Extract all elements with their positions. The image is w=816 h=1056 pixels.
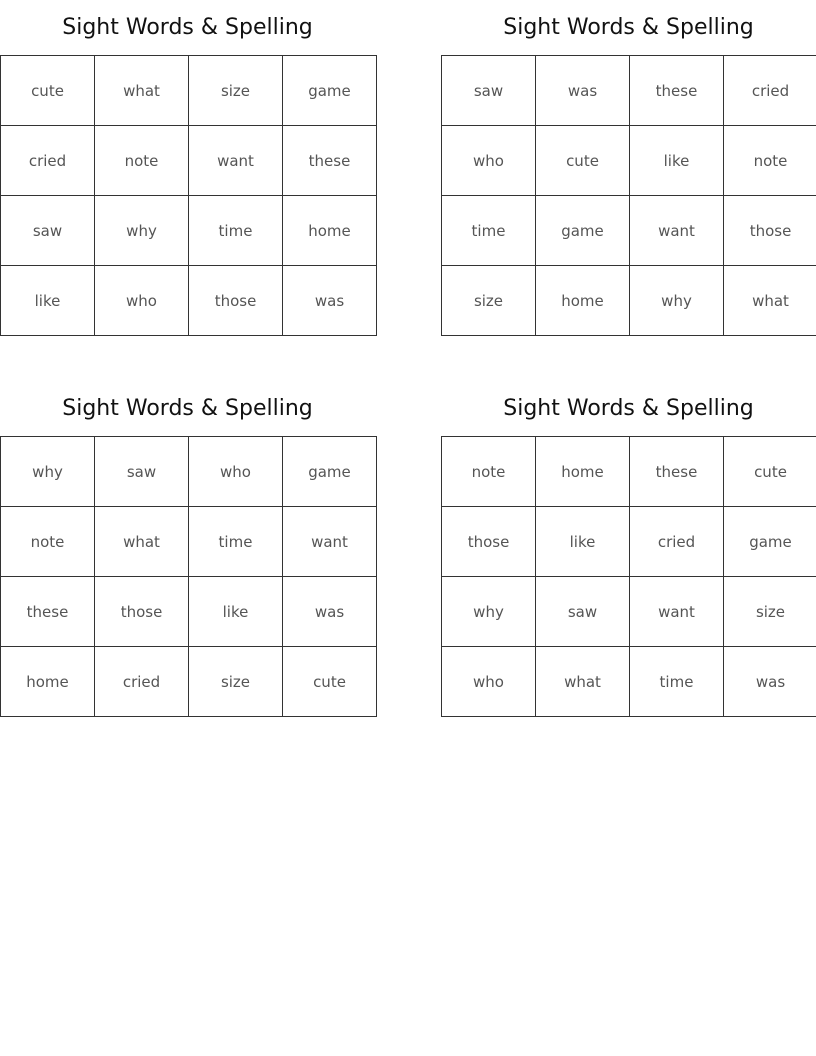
grid-cell: game xyxy=(283,437,377,507)
grid-row xyxy=(442,577,816,647)
grid-cell: want xyxy=(189,126,283,196)
grid-cell: was xyxy=(283,577,377,647)
grid-row xyxy=(1,577,377,647)
grid-cell: game xyxy=(536,196,630,266)
grid-cell: who xyxy=(95,266,189,336)
grid-cell: want xyxy=(630,577,724,647)
card-title: Sight Words & Spelling xyxy=(62,396,313,421)
grid-row xyxy=(1,647,377,717)
grid-cell: these xyxy=(630,56,724,126)
grid-cell: like xyxy=(189,577,283,647)
grid-cell: home xyxy=(536,437,630,507)
grid-cell: size xyxy=(189,647,283,717)
grid-cell: time xyxy=(189,507,283,577)
card-title: Sight Words & Spelling xyxy=(503,15,754,40)
grid-cell: size xyxy=(442,266,536,336)
grid-cell: want xyxy=(630,196,724,266)
bingo-grid xyxy=(0,55,377,336)
grid-cell: cute xyxy=(1,56,95,126)
grid-cell: why xyxy=(95,196,189,266)
grid-cell: cried xyxy=(95,647,189,717)
grid-cell: saw xyxy=(442,56,536,126)
grid-row xyxy=(1,437,377,507)
grid-cell: home xyxy=(1,647,95,717)
card-title: Sight Words & Spelling xyxy=(503,396,754,421)
grid-cell: time xyxy=(630,647,724,717)
grid-cell: who xyxy=(442,647,536,717)
grid-cell: game xyxy=(724,507,816,577)
grid-row xyxy=(1,266,377,336)
grid-cell: these xyxy=(283,126,377,196)
grid-cell: was xyxy=(283,266,377,336)
grid-cell: cute xyxy=(283,647,377,717)
grid-cell: saw xyxy=(95,437,189,507)
grid-cell: like xyxy=(1,266,95,336)
grid-row xyxy=(442,647,816,717)
grid-cell: cute xyxy=(536,126,630,196)
grid-cell: why xyxy=(630,266,724,336)
grid-cell: what xyxy=(536,647,630,717)
grid-cell: note xyxy=(724,126,816,196)
grid-cell: those xyxy=(189,266,283,336)
grid-cell: time xyxy=(442,196,536,266)
grid-cell: what xyxy=(724,266,816,336)
grid-cell: what xyxy=(95,507,189,577)
bingo-grid xyxy=(0,436,377,717)
grid-cell: size xyxy=(724,577,816,647)
grid-cell: was xyxy=(536,56,630,126)
grid-cell: those xyxy=(95,577,189,647)
grid-row xyxy=(442,196,816,266)
bingo-card-2 xyxy=(441,0,816,336)
grid-row xyxy=(442,126,816,196)
bingo-grid xyxy=(441,55,816,336)
grid-cell: cried xyxy=(630,507,724,577)
grid-row xyxy=(442,266,816,336)
grid-cell: what xyxy=(95,56,189,126)
grid-cell: why xyxy=(442,577,536,647)
bingo-card-1 xyxy=(0,0,375,336)
grid-cell: those xyxy=(442,507,536,577)
grid-cell: time xyxy=(189,196,283,266)
grid-cell: like xyxy=(536,507,630,577)
grid-row xyxy=(1,196,377,266)
grid-cell: game xyxy=(283,56,377,126)
grid-row xyxy=(1,56,377,126)
grid-cell: cried xyxy=(1,126,95,196)
grid-cell: size xyxy=(189,56,283,126)
grid-cell: those xyxy=(724,196,816,266)
grid-cell: saw xyxy=(536,577,630,647)
grid-cell: who xyxy=(189,437,283,507)
grid-row xyxy=(1,507,377,577)
grid-cell: who xyxy=(442,126,536,196)
bingo-card-4 xyxy=(441,381,816,717)
grid-cell: want xyxy=(283,507,377,577)
card-title: Sight Words & Spelling xyxy=(62,15,313,40)
grid-cell: cute xyxy=(724,437,816,507)
grid-row xyxy=(442,56,816,126)
grid-cell: like xyxy=(630,126,724,196)
grid-cell: cried xyxy=(724,56,816,126)
grid-cell: saw xyxy=(1,196,95,266)
bingo-card-3 xyxy=(0,381,375,717)
grid-cell: why xyxy=(1,437,95,507)
grid-row xyxy=(442,437,816,507)
grid-cell: these xyxy=(1,577,95,647)
grid-cell: note xyxy=(1,507,95,577)
grid-cell: home xyxy=(536,266,630,336)
grid-cell: was xyxy=(724,647,816,717)
grid-cell: home xyxy=(283,196,377,266)
grid-cell: these xyxy=(630,437,724,507)
grid-row xyxy=(1,126,377,196)
grid-cell: note xyxy=(95,126,189,196)
grid-row xyxy=(442,507,816,577)
bingo-grid xyxy=(441,436,816,717)
grid-cell: note xyxy=(442,437,536,507)
